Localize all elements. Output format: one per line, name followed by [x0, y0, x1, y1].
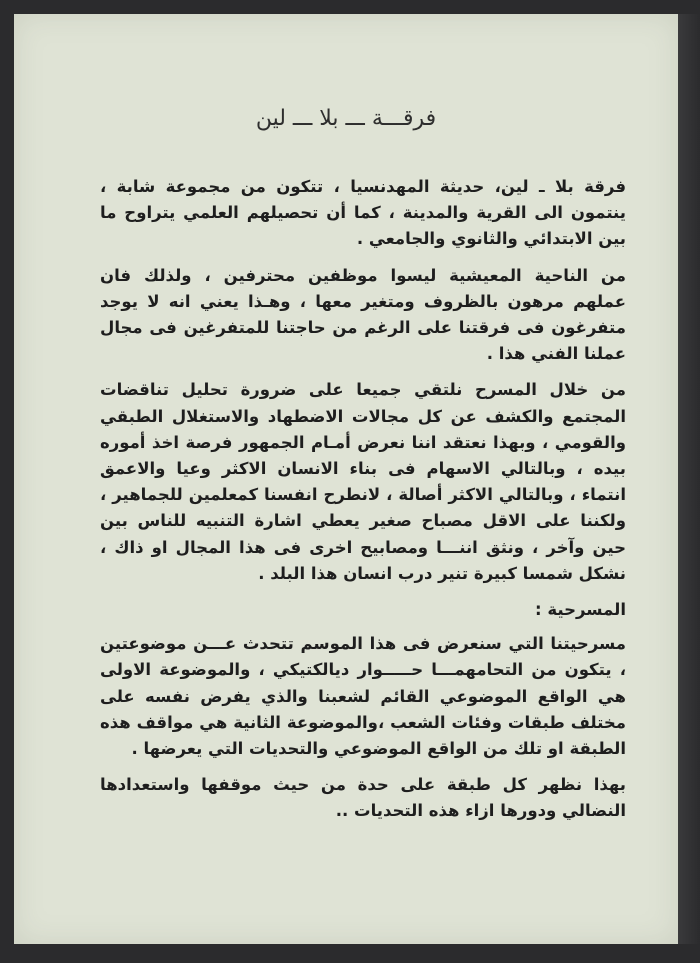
section-heading-play: المسرحية :: [535, 600, 626, 620]
document-body: [100, 174, 626, 835]
page-title: فرقـــة ـــ بلا ـــ لين: [255, 106, 437, 131]
paragraph-livelihood: من الناحية المعيشية ليسوا موظفين محترفين ، ولذلك فان عملهم مرهون بالظروف ومتغير معها ، وهـذا يعني انه لا يوجد متفرغون فى فرقتنا على الرغم من حاجتنا للمتفرغين فى مجال عملنا الفني هذا .: [100, 265, 626, 364]
page-sheet: [14, 14, 678, 944]
paragraph-theatre-purpose: من خلال المسرح نلتقي جميعا على ضرورة تحليل تناقضات المجتمع والكشف عن كل مجالات الاضطهاد والاستغلال الطبقي والقومي ، وبهذا نعتقد اننا نعرض أمـام الجمهور فرصة اخذ أموره بيده ، وبالتالي الاسهام فى بناء الانسان الاكثر وعيا والاعمق انتماء ، وبالتالي الاكثر أصالة ، لانطرح انفسنا كمعلمين للجماهير ، ولكننا على الاقل مصباح صغير يعطي اشارة التنبيه للناس بين حين وآخر ، ونثق اننـــا ومصابيح اخرى فى هذا المجال او ذاك ، نشكل شمسا كبيرة تنير درب انسان هذا البلد .: [100, 380, 626, 583]
page-edge-strip: [678, 14, 700, 944]
paragraph-closing: بهذا نظهر كل طبقة على حدة من حيث موقفها واستعدادها النضالي ودورها ازاء هذه التحديات ..: [100, 775, 626, 821]
paragraph-play-topics: مسرحيتنا التي سنعرض فى هذا الموسم تتحدث عـــن موضوعتين ، يتكون من التحامهمـــا حـــــوار ديالكتيكي ، والموضوعة الاولى هي الواقع الموضوعي القائم لشعبنا والذي يفرض نفسه على مختلف طبقات وفئات الشعب ،والموضوعة الثانية هي مواقف هذه الطبقة او تلك من الواقع الموضوعي والتحديات التي يعرضها .: [100, 634, 626, 759]
paragraph-intro: فرقة بلا ـ لين، حديثة المهدنسيا ، تتكون من مجموعة شابة ، ينتمون الى القرية والمدينة ، كما أن تحصيلهم العلمي يتراوح ما بين الابتدائي والثانوي والجامعي .: [100, 177, 626, 249]
